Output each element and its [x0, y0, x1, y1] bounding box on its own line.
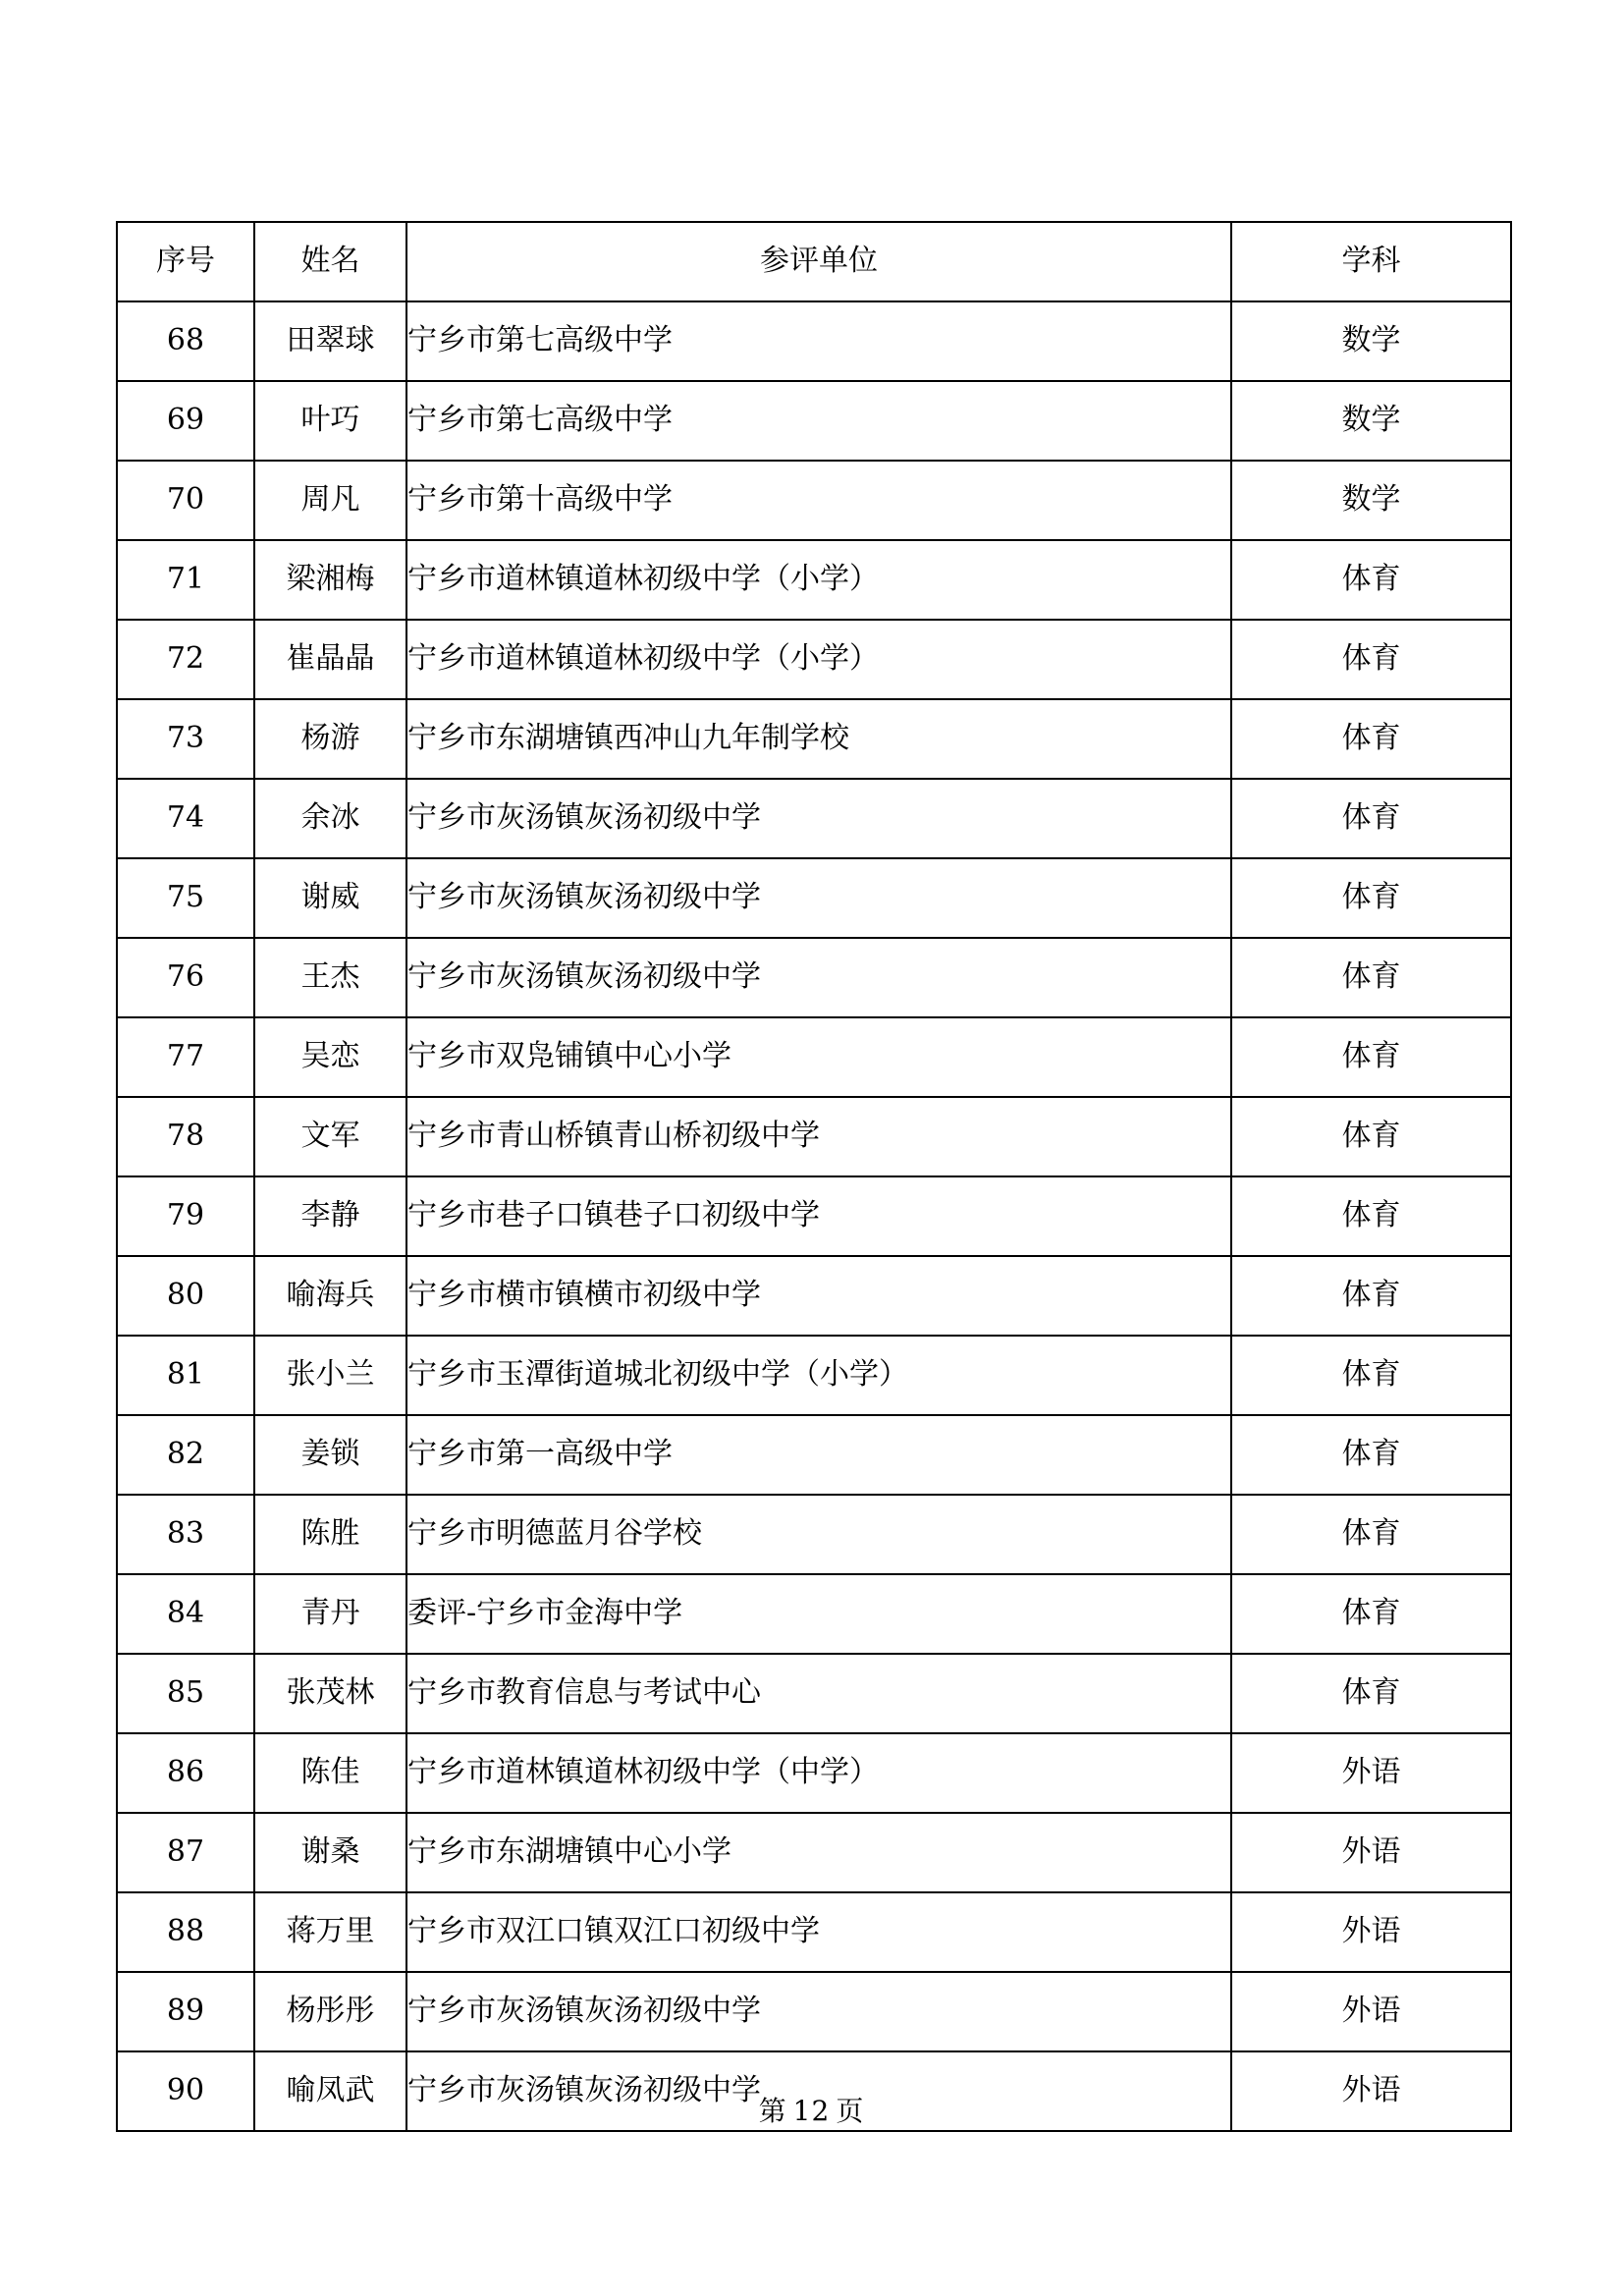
cell-unit: 宁乡市东湖塘镇中心小学: [406, 1813, 1231, 1892]
cell-name: 杨彤彤: [254, 1972, 406, 2051]
table-row: [117, 699, 1511, 779]
cell-subject: 外语: [1231, 1733, 1511, 1813]
cell-no: 79: [117, 1176, 254, 1256]
cell-subject: 体育: [1231, 1176, 1511, 1256]
cell-unit: 宁乡市第七高级中学: [406, 381, 1231, 461]
cell-subject: 体育: [1231, 779, 1511, 858]
column-header-unit: 参评单位: [406, 222, 1231, 301]
table-row: [117, 540, 1511, 620]
cell-name: 田翠球: [254, 301, 406, 381]
table-row: [117, 1495, 1511, 1574]
cell-unit: 宁乡市第一高级中学: [406, 1415, 1231, 1495]
cell-name: 梁湘梅: [254, 540, 406, 620]
cell-no: 74: [117, 779, 254, 858]
cell-unit: 宁乡市灰汤镇灰汤初级中学: [406, 938, 1231, 1017]
cell-unit: 宁乡市道林镇道林初级中学（中学）: [406, 1733, 1231, 1813]
cell-subject: 数学: [1231, 461, 1511, 540]
table-row: [117, 1574, 1511, 1654]
column-header-no: 序号: [117, 222, 254, 301]
cell-name: 李静: [254, 1176, 406, 1256]
roster-table-body: [117, 222, 1511, 2131]
cell-unit: 宁乡市灰汤镇灰汤初级中学: [406, 1972, 1231, 2051]
cell-no: 72: [117, 620, 254, 699]
table-row: [117, 1654, 1511, 1733]
cell-subject: 外语: [1231, 1813, 1511, 1892]
cell-name: 文军: [254, 1097, 406, 1176]
table-row: [117, 858, 1511, 938]
cell-subject: 体育: [1231, 1017, 1511, 1097]
cell-unit: 宁乡市第七高级中学: [406, 301, 1231, 381]
cell-no: 81: [117, 1336, 254, 1415]
cell-subject: 数学: [1231, 381, 1511, 461]
cell-unit: 宁乡市横市镇横市初级中学: [406, 1256, 1231, 1336]
cell-name: 崔晶晶: [254, 620, 406, 699]
cell-unit: 宁乡市双江口镇双江口初级中学: [406, 1892, 1231, 1972]
table-row: [117, 1415, 1511, 1495]
cell-no: 70: [117, 461, 254, 540]
table-row: [117, 1733, 1511, 1813]
cell-subject: 数学: [1231, 301, 1511, 381]
cell-unit: 宁乡市道林镇道林初级中学（小学）: [406, 620, 1231, 699]
cell-subject: 外语: [1231, 1892, 1511, 1972]
column-header-name: 姓名: [254, 222, 406, 301]
cell-no: 90: [117, 2051, 254, 2131]
roster-table-container: [116, 221, 1510, 2132]
cell-no: 83: [117, 1495, 254, 1574]
cell-name: 喻海兵: [254, 1256, 406, 1336]
cell-unit: 宁乡市第十高级中学: [406, 461, 1231, 540]
cell-subject: 体育: [1231, 620, 1511, 699]
table-row: [117, 301, 1511, 381]
cell-subject: 体育: [1231, 1654, 1511, 1733]
cell-name: 陈佳: [254, 1733, 406, 1813]
table-row: [117, 381, 1511, 461]
table-row: [117, 1813, 1511, 1892]
cell-name: 姜锁: [254, 1415, 406, 1495]
cell-unit: 宁乡市灰汤镇灰汤初级中学: [406, 858, 1231, 938]
footer-prefix: 第: [758, 2095, 787, 2127]
table-row: [117, 938, 1511, 1017]
cell-unit: 宁乡市青山桥镇青山桥初级中学: [406, 1097, 1231, 1176]
cell-name: 蒋万里: [254, 1892, 406, 1972]
cell-name: 谢威: [254, 858, 406, 938]
table-row: [117, 1176, 1511, 1256]
cell-no: 86: [117, 1733, 254, 1813]
cell-no: 87: [117, 1813, 254, 1892]
cell-name: 叶巧: [254, 381, 406, 461]
cell-unit: 宁乡市明德蓝月谷学校: [406, 1495, 1231, 1574]
table-row: [117, 620, 1511, 699]
cell-unit: 宁乡市教育信息与考试中心: [406, 1654, 1231, 1733]
table-row: [117, 1256, 1511, 1336]
cell-name: 周凡: [254, 461, 406, 540]
cell-unit: 宁乡市道林镇道林初级中学（小学）: [406, 540, 1231, 620]
cell-unit: 宁乡市灰汤镇灰汤初级中学: [406, 2051, 1231, 2131]
cell-subject: 体育: [1231, 1097, 1511, 1176]
table-row: [117, 1892, 1511, 1972]
cell-subject: 外语: [1231, 2051, 1511, 2131]
table-row: [117, 779, 1511, 858]
cell-no: 88: [117, 1892, 254, 1972]
table-row: [117, 1097, 1511, 1176]
roster-table: [116, 221, 1512, 2132]
cell-unit: 宁乡市灰汤镇灰汤初级中学: [406, 779, 1231, 858]
cell-no: 77: [117, 1017, 254, 1097]
cell-unit: 委评-宁乡市金海中学: [406, 1574, 1231, 1654]
cell-no: 68: [117, 301, 254, 381]
cell-subject: 体育: [1231, 1336, 1511, 1415]
cell-subject: 体育: [1231, 1495, 1511, 1574]
cell-name: 张茂林: [254, 1654, 406, 1733]
cell-no: 71: [117, 540, 254, 620]
cell-name: 陈胜: [254, 1495, 406, 1574]
cell-no: 69: [117, 381, 254, 461]
column-header-subject: 学科: [1231, 222, 1511, 301]
page-footer: [0, 2090, 1623, 2129]
cell-name: 吴恋: [254, 1017, 406, 1097]
cell-name: 王杰: [254, 938, 406, 1017]
cell-no: 85: [117, 1654, 254, 1733]
footer-page-number: 12: [792, 2095, 831, 2127]
table-row: [117, 1017, 1511, 1097]
cell-name: 青丹: [254, 1574, 406, 1654]
cell-name: 杨游: [254, 699, 406, 779]
table-row: [117, 1972, 1511, 2051]
table-row: [117, 1336, 1511, 1415]
cell-subject: 体育: [1231, 1574, 1511, 1654]
cell-no: 80: [117, 1256, 254, 1336]
cell-subject: 外语: [1231, 1972, 1511, 2051]
cell-unit: 宁乡市巷子口镇巷子口初级中学: [406, 1176, 1231, 1256]
cell-name: 喻凤武: [254, 2051, 406, 2131]
cell-subject: 体育: [1231, 699, 1511, 779]
cell-no: 78: [117, 1097, 254, 1176]
cell-unit: 宁乡市玉潭街道城北初级中学（小学）: [406, 1336, 1231, 1415]
cell-no: 82: [117, 1415, 254, 1495]
cell-unit: 宁乡市双凫铺镇中心小学: [406, 1017, 1231, 1097]
cell-no: 84: [117, 1574, 254, 1654]
cell-name: 张小兰: [254, 1336, 406, 1415]
cell-name: 谢桑: [254, 1813, 406, 1892]
cell-subject: 体育: [1231, 1256, 1511, 1336]
cell-name: 余冰: [254, 779, 406, 858]
cell-unit: 宁乡市东湖塘镇西冲山九年制学校: [406, 699, 1231, 779]
cell-subject: 体育: [1231, 540, 1511, 620]
table-row: [117, 461, 1511, 540]
cell-subject: 体育: [1231, 858, 1511, 938]
cell-no: 76: [117, 938, 254, 1017]
footer-suffix: 页: [836, 2095, 865, 2127]
cell-subject: 体育: [1231, 1415, 1511, 1495]
cell-no: 75: [117, 858, 254, 938]
table-header-row: [117, 222, 1511, 301]
cell-subject: 体育: [1231, 938, 1511, 1017]
cell-no: 89: [117, 1972, 254, 2051]
cell-no: 73: [117, 699, 254, 779]
